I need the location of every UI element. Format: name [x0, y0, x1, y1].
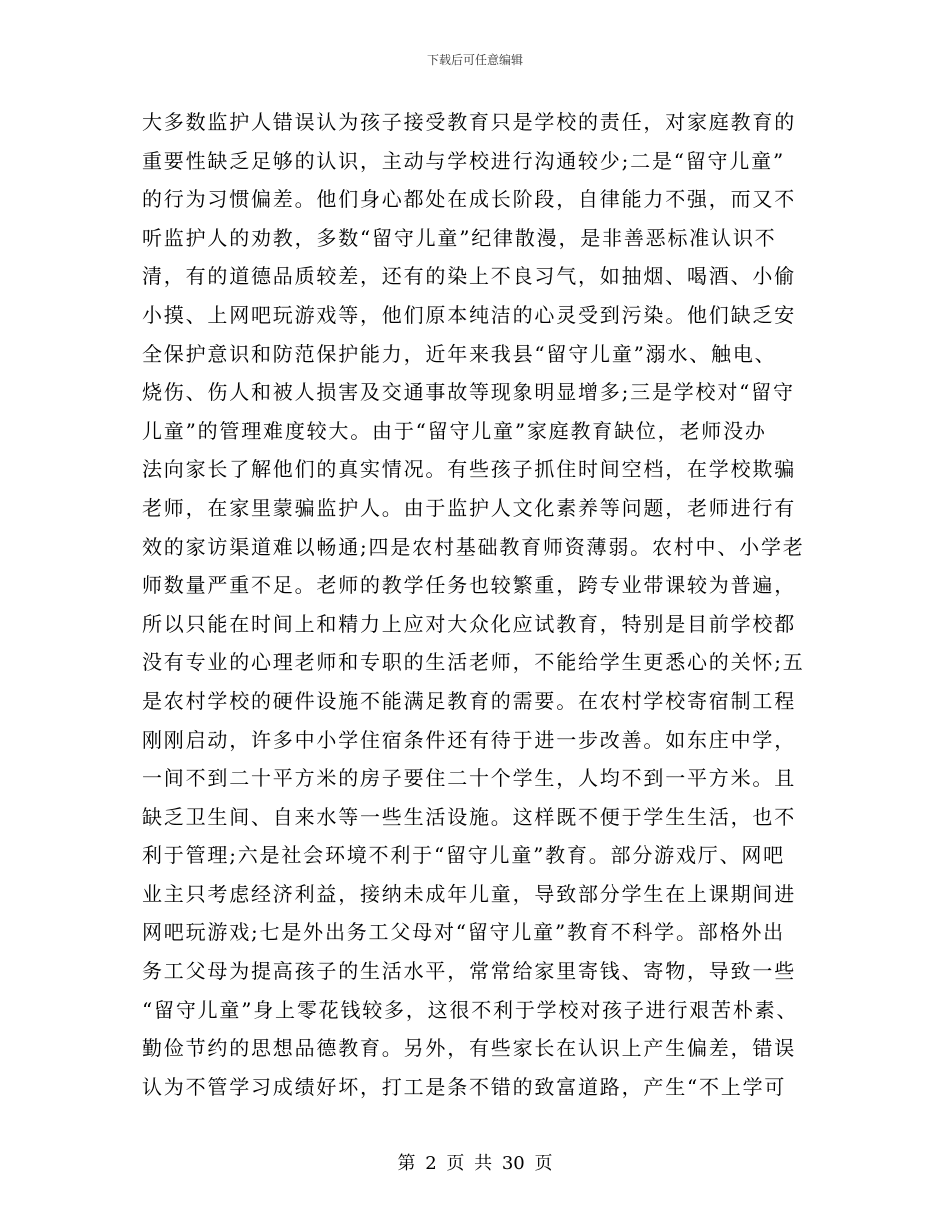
- body-text: [142, 103, 810, 1106]
- text-line: 法向家长了解他们的真实情况。有些孩子抓住时间空档，在学校欺骗: [142, 457, 796, 482]
- text-line: 效的家访渠道难以畅通;四是农村基础教育师资薄弱。农村中、小学老: [142, 534, 805, 559]
- page-header: 下载后可任意编辑: [426, 53, 523, 67]
- text-line: 勤俭节约的思想品德教育。另外，有些家长在认识上产生偏差，错误: [142, 1036, 796, 1061]
- text-line: 缺乏卫生间、自来水等一些生活设施。这样既不便于学生生活，也不: [142, 804, 796, 829]
- text-line: 利于管理;六是社会环境不利于“留守儿童”教育。部分游戏厅、网吧: [142, 843, 785, 868]
- text-line: 师数量严重不足。老师的教学任务也较繁重，跨专业带课较为普遍，: [142, 573, 796, 598]
- text-line: 儿童”的管理难度较大。由于“留守儿童”家庭教育缺位，老师没办: [142, 418, 767, 443]
- text-line: 清，有的道德品质较差，还有的染上不良习气，如抽烟、喝酒、小偷: [142, 264, 796, 289]
- text-line: 重要性缺乏足够的认识，主动与学校进行沟通较少;二是“留守儿童”: [142, 148, 785, 173]
- text-line: 网吧玩游戏;七是外出务工父母对“留守儿童”教育不科学。部格外出: [142, 920, 785, 945]
- text-line: 没有专业的心理老师和专职的生活老师，不能给学生更悉心的关怀;五: [142, 650, 805, 675]
- text-line: 小摸、上网吧玩游戏等，他们原本纯洁的心灵受到污染。他们缺乏安: [142, 302, 796, 327]
- text-line: 务工父母为提高孩子的生活水平，常常给家里寄钱、寄物，导致一些: [142, 959, 796, 984]
- text-line: 刚刚启动，许多中小学住宿条件还有待于进一步改善。如东庄中学，: [142, 727, 796, 752]
- page-number: 第 2 页 共 30 页: [397, 1153, 553, 1174]
- text-line: 听监护人的劝教，多数“留守儿童”纪律散漫，是非善恶标准认识不: [142, 225, 777, 250]
- text-line: 一间不到二十平方米的房子要住二十个学生，人均不到一平方米。且: [142, 766, 796, 791]
- text-line: “留守儿童”身上零花钱较多，这很不利于学校对孩子进行艰苦朴素、: [142, 997, 799, 1022]
- text-line: 烧伤、伤人和被人损害及交通事故等现象明显增多;三是学校对“留守: [142, 380, 795, 405]
- text-line: 认为不管学习成绩好坏，打工是条不错的致富道路，产生“不上学可: [142, 1074, 787, 1099]
- text-line: 大多数监护人错误认为孩子接受教育只是学校的责任，对家庭教育的: [142, 110, 796, 134]
- text-line: 全保护意识和防范保护能力，近年来我县“留守儿童”溺水、触电、: [142, 341, 777, 366]
- text-line: 的行为习惯偏差。他们身心都处在成长阶段，自律能力不强，而又不: [142, 187, 796, 212]
- text-line: 是农村学校的硬件设施不能满足教育的需要。在农村学校寄宿制工程: [142, 688, 796, 713]
- text-line: 所以只能在时间上和精力上应对大众化应试教育，特别是目前学校都: [142, 611, 796, 636]
- text-line: 业主只考虑经济利益，接纳未成年儿童，导致部分学生在上课期间进: [142, 881, 796, 906]
- text-line: 老师，在家里蒙骗监护人。由于监护人文化素养等问题，老师进行有: [142, 495, 796, 520]
